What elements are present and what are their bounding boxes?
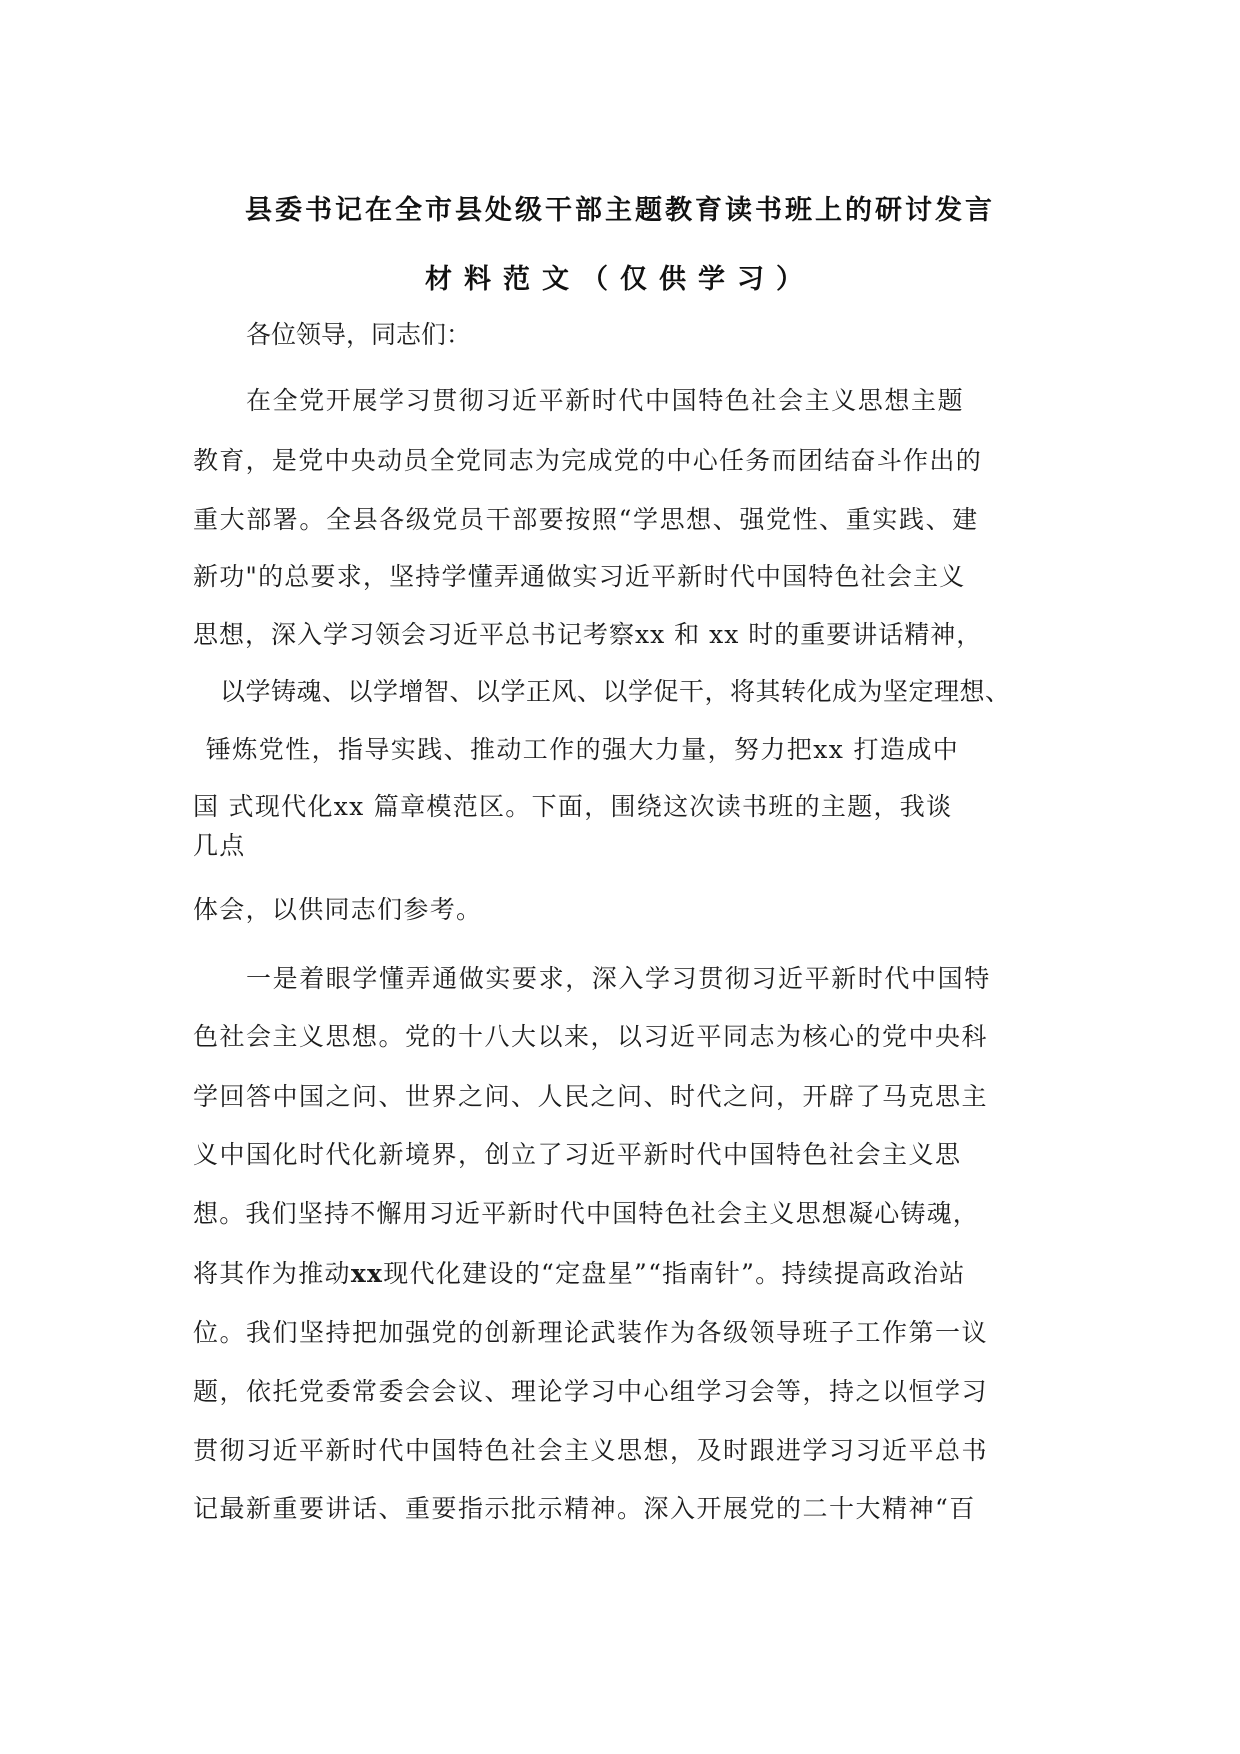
paragraph-1-line-4: 新功"的总要求，坚持学懂弄通做实习近平新时代中国特色社会主义 — [193, 562, 966, 591]
paragraph-2-line-1: 一是着眼学懂弄通做实要求，深入学习贯彻习近平新时代中国特 — [246, 964, 991, 993]
paragraph-1-line-7: 锤炼党性，指导实践、推动工作的强大力量，努力把xx 打造成中 — [206, 735, 960, 764]
paragraph-1-line-5: 思想，深入学习领会习近平总书记考察xx 和 xx 时的重要讲话精神， — [193, 620, 983, 649]
paragraph-1-line-8: 国 式现代化xx 篇章模范区。下面，围绕这次读书班的主题，我谈 — [193, 792, 953, 821]
paragraph-1-line-9: 几点 — [193, 831, 246, 860]
paragraph-2-line-2: 色社会主义思想。党的十八大以来，以习近平同志为核心的党中央科 — [193, 1022, 989, 1051]
paragraph-1-line-10: 体会，以供同志们参考。 — [193, 895, 483, 924]
paragraph-1-line-3: 重大部署。全县各级党员干部要按照“学思想、强党性、重实践、建 — [193, 505, 979, 534]
paragraph-1-line-6: 以学铸魂、以学增智、以学正风、以学促干，将其转化成为坚定理想、 — [220, 677, 1011, 706]
paragraph-2-line-4: 义中国化时代化新境界，创立了习近平新时代中国特色社会主义思 — [193, 1140, 962, 1169]
paragraph-2-line-6-prefix: 将其作为推动 — [193, 1259, 351, 1288]
paragraph-2-line-3: 学回答中国之问、世界之问、人民之问、时代之问，开辟了马克思主 — [193, 1082, 989, 1111]
paragraph-2-line-6 — [193, 1257, 966, 1291]
paragraph-2-line-5: 想。我们坚持不懈用习近平新时代中国特色社会主义思想凝心铸魂， — [193, 1199, 980, 1228]
paragraph-2-line-8: 题，依托党委常委会会议、理论学习中心组学习会等，持之以恒学习 — [193, 1377, 989, 1406]
paragraph-1-line-2: 教育，是党中央动员全党同志为完成党的中心任务而团结奋斗作出的 — [193, 446, 983, 475]
document-title-line-1: 县委书记在全市县处级干部主题教育读书班上的研讨发言 — [245, 195, 995, 226]
paragraph-2-line-6-rest: 现代化建设的“定盘星”“指南针”。持续提高政治站 — [383, 1259, 966, 1288]
paragraph-2-line-7: 位。我们坚持把加强党的创新理论武装作为各级领导班子工作第一议 — [193, 1318, 989, 1347]
salutation: 各位领导，同志们： — [246, 320, 472, 349]
document-title-line-2: 材料范文（仅供学习） — [425, 264, 815, 295]
paragraph-2-line-9: 贯彻习近平新时代中国特色社会主义思想，及时跟进学习习近平总书 — [193, 1436, 989, 1465]
paragraph-1-line-1: 在全党开展学习贯彻习近平新时代中国特色社会主义思想主题 — [246, 386, 965, 415]
paragraph-2-line-6-bold-placeholder: xx — [350, 1259, 384, 1288]
paragraph-2-line-10: 记最新重要讲话、重要指示批示精神。深入开展党的二十大精神“百 — [193, 1494, 976, 1523]
